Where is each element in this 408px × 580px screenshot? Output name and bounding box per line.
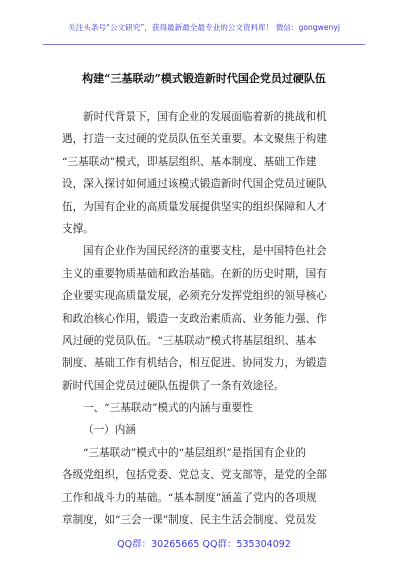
document-title: 构建“三基联动”模式锻造新时代国企党员过硬队伍 bbox=[82, 72, 326, 85]
page-header: 关注头条号“公文研究”，获得最新最全最专业的公文资料库！ 微信：gongwenyj bbox=[68, 23, 340, 32]
body-line: 各级党组织，包括党委、党总支、党支部等，是党的全部 bbox=[62, 469, 327, 482]
body-line: 制度、基础工作有机结合，相互促进、协同发力，为锻造 bbox=[62, 357, 327, 370]
body-line: （一）内涵 bbox=[83, 424, 136, 437]
body-line: 主义的重要物质基础和政治基础。在新的历史时期，国有 bbox=[62, 267, 327, 280]
body-line: 企业要实现高质量发展，必须充分发挥党组织的领导核心 bbox=[62, 290, 327, 303]
body-line: “三基联动”模式，即基层组织、基本制度、基础工作建 bbox=[62, 155, 317, 168]
page-footer: QQ群：30265665 QQ群：535304092 bbox=[117, 539, 291, 550]
body-line: “三基联动”模式中的“基层组织”是指国有企业的 bbox=[83, 446, 306, 459]
body-line: 国有企业作为国民经济的重要支柱，是中国特色社会 bbox=[83, 245, 327, 258]
body-line: 伍，为国有企业的高质量发展提供坚实的组织保障和人才 bbox=[62, 200, 327, 213]
body-line: 设，深入探讨如何通过该模式锻造新时代国企党员过硬队 bbox=[62, 178, 327, 191]
body-line: 遇，打造一支过硬的党员队伍至关重要。本文聚焦于构建 bbox=[62, 133, 327, 146]
body-line: 章制度，如“三会一课”制度、民主生活会制度、党员发 bbox=[62, 514, 317, 527]
body-line: 风过硬的党员队伍。“三基联动”模式将基层组织、基本 bbox=[62, 334, 317, 347]
header-divider bbox=[43, 44, 365, 45]
body-line: 工作和战斗力的基础。“基本制度”涵盖了党内的各项规 bbox=[62, 491, 317, 504]
body-line: 新时代国企党员过硬队伍提供了一条有效途径。 bbox=[62, 379, 285, 392]
body-line: 新时代背景下，国有企业的发展面临着新的挑战和机 bbox=[83, 111, 327, 123]
body-line: 一、“三基联动”模式的内涵与重要性 bbox=[83, 402, 253, 415]
body-line: 支撑。 bbox=[62, 222, 94, 235]
body-line: 和政治核心作用，锻造一支政治素质高、业务能力强、作 bbox=[62, 312, 327, 325]
document-body bbox=[62, 106, 358, 531]
